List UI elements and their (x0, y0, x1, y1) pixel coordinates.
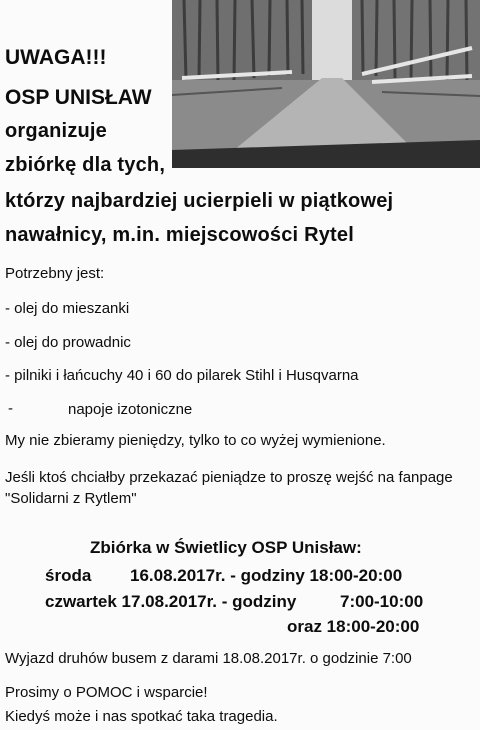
forest-road-photo (172, 0, 480, 168)
need-item-isotonic: napoje izotoniczne (68, 401, 193, 418)
departure-note: Wyjazd druhów busem z darami 18.08.2017r. o godzinie 7:00 (5, 650, 412, 667)
note-no-money: My nie zbieramy pieniędzy, tylko to co wyżej wymienione. (5, 432, 386, 449)
heading-warning: UWAGA!!! (5, 46, 107, 69)
note-money-line2: "Solidarni z Rytlem" (5, 490, 137, 507)
schedule-evening: oraz 18:00-20:00 (287, 617, 420, 636)
heading-storm: nawałnicy, m.in. miejscowości Rytel (5, 224, 354, 246)
need-item-mix-oil: - olej do mieszanki (5, 300, 130, 317)
schedule-title: Zbiórka w Świetlicy OSP Unisław: (90, 538, 362, 557)
need-item-files-chains: - pilniki i łańcuchy 40 i 60 do pilarek Stihl i Husqvarna (5, 367, 359, 384)
heading-organization: OSP UNISŁAW (5, 86, 152, 109)
heading-collection: zbiórkę dla tych, (5, 154, 166, 176)
note-money-line1: Jeśli ktoś chciałby przekazać pieniądze to proszę wejść na fanpage (5, 469, 453, 486)
heading-victims: którzy najbardziej ucierpieli w piątkowej (5, 190, 394, 212)
need-item-dash: - (8, 400, 13, 417)
closing-text: Kiedyś może i nas spotkać taka tragedia. (5, 708, 278, 725)
plea-text: Prosimy o POMOC i wsparcie! (5, 684, 208, 701)
heading-organizes: organizuje (5, 120, 108, 142)
schedule-date-wednesday: 16.08.2017r. - godziny 18:00-20:00 (130, 566, 403, 585)
needs-title: Potrzebny jest: (5, 265, 105, 282)
schedule-day-wednesday: środa (45, 566, 92, 585)
schedule-thursday-time: 7:00-10:00 (340, 592, 424, 611)
need-item-bar-oil: - olej do prowadnic (5, 334, 131, 351)
schedule-thursday: czwartek 17.08.2017r. - godziny (45, 592, 297, 611)
